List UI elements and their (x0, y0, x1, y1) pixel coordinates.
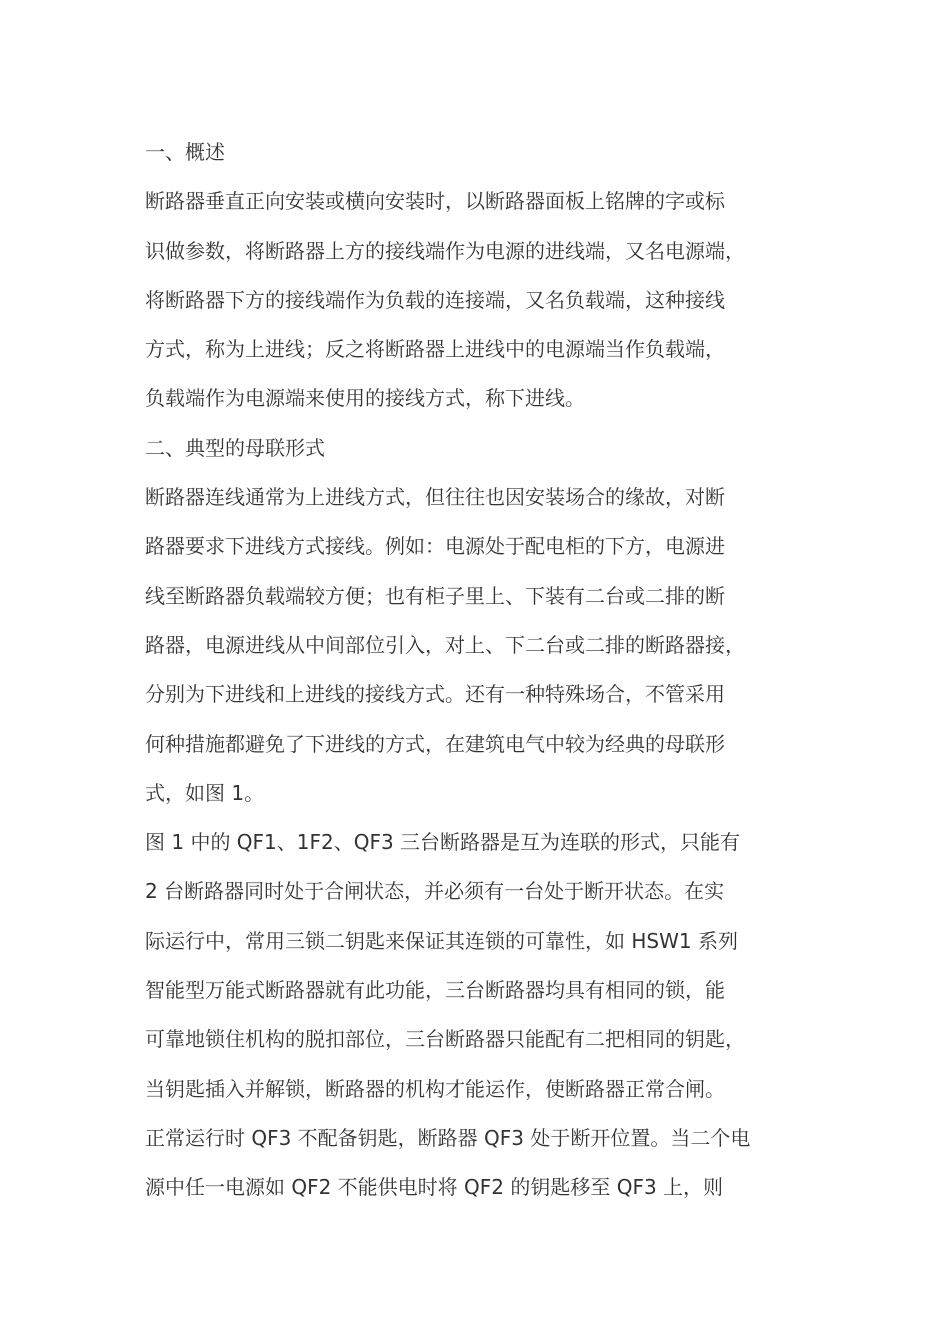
paragraph-line: 方式，称为上进线；反之将断路器上进线中的电源端当作负载端， (145, 337, 725, 362)
paragraph-line: 2 台断路器同时处于合闸状态，并必须有一台处于断开状态。在实 (145, 879, 725, 904)
paragraph-line: 断路器垂直正向安装或横向安装时，以断路器面板上铭牌的字或标 (145, 189, 725, 214)
paragraph-line: 识做参数，将断路器上方的接线端作为电源的进线端，又名电源端， (145, 238, 745, 263)
paragraph-line: 正常运行时 QF3 不配备钥匙，断路器 QF3 处于断开位置。当二个电 (145, 1125, 751, 1150)
paragraph-line: 智能型万能式断路器就有此功能，三台断路器均具有相同的锁，能 (145, 978, 725, 1003)
paragraph-line: 线至断路器负载端较方便；也有柜子里上、下装有二台或二排的断 (145, 583, 725, 608)
section-heading-bus-tie: 二、典型的母联形式 (145, 435, 325, 460)
paragraph-line: 可靠地锁住机构的脱扣部位，三台断路器只能配有二把相同的钥匙， (145, 1027, 745, 1052)
paragraph-line: 路器，电源进线从中间部位引入，对上、下二台或二排的断路器接， (145, 632, 745, 657)
paragraph-line: 路器要求下进线方式接线。例如：电源处于配电柜的下方，电源进 (145, 534, 725, 559)
document-body (145, 128, 815, 1213)
paragraph-line: 当钥匙插入并解锁，断路器的机构才能运作，使断路器正常合闸。 (145, 1076, 725, 1101)
paragraph-line: 际运行中，常用三锁二钥匙来保证其连锁的可靠性，如 HSW1 系列 (145, 928, 738, 953)
section-heading-overview: 一、概述 (145, 140, 225, 164)
paragraph-line: 何种措施都避免了下进线的方式，在建筑电气中较为经典的母联形 (145, 731, 725, 756)
paragraph-line: 将断路器下方的接线端作为负载的连接端，又名负载端，这种接线 (145, 287, 725, 312)
paragraph-line: 源中任一电源如 QF2 不能供电时将 QF2 的钥匙移至 QF3 上，则 (145, 1175, 724, 1200)
paragraph-line: 负载端作为电源端来使用的接线方式，称下进线。 (145, 386, 585, 411)
paragraph-line: 分别为下进线和上进线的接线方式。还有一种特殊场合，不管采用 (145, 682, 725, 707)
paragraph-line: 断路器连线通常为上进线方式，但往往也因安装场合的缘故，对断 (145, 485, 725, 510)
paragraph-line: 图 1 中的 QF1、1F2、QF3 三台断路器是互为连联的形式，只能有 (145, 830, 741, 855)
paragraph-line: 式，如图 1。 (145, 780, 265, 805)
